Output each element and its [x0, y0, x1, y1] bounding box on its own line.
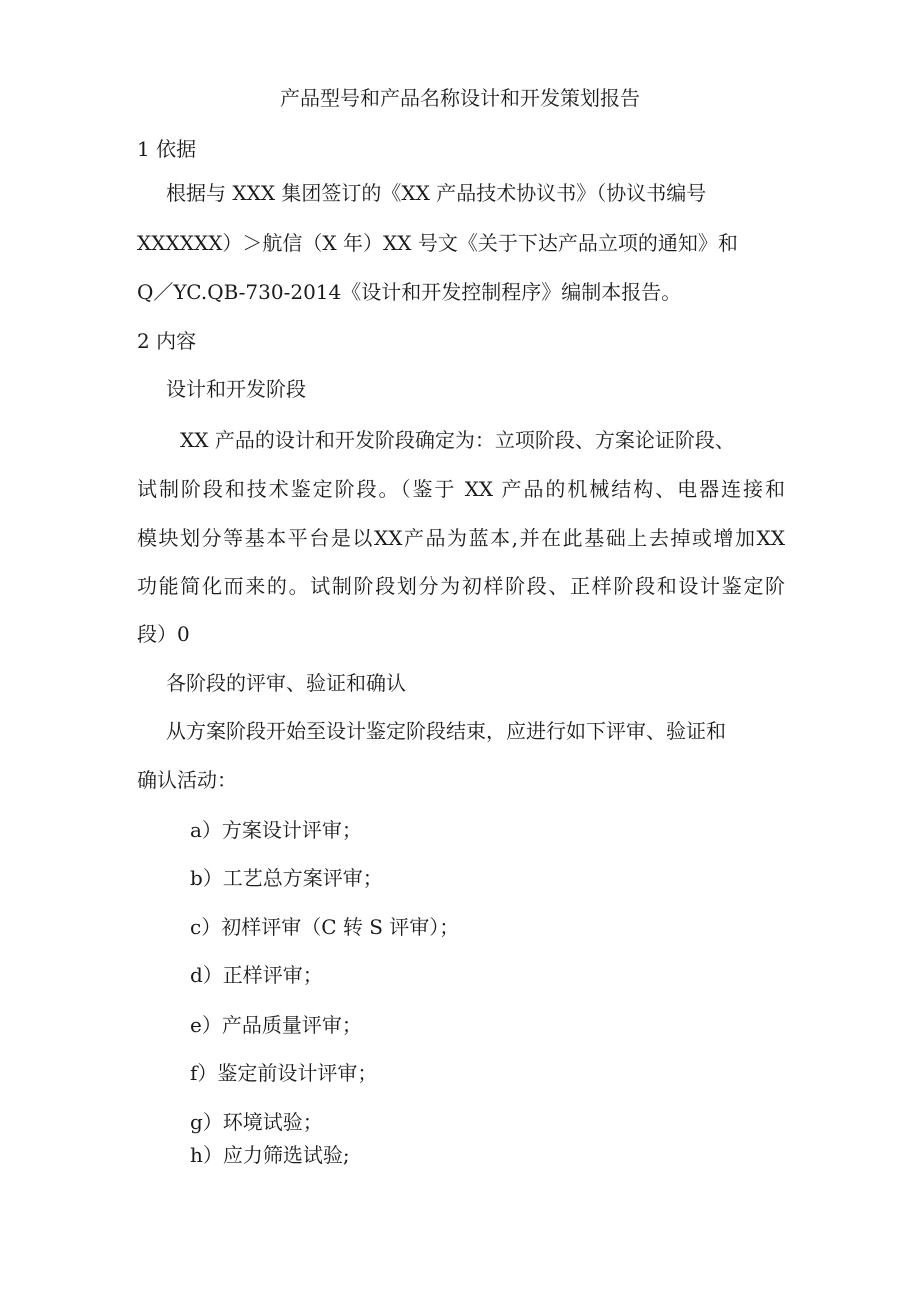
reviews-paragraph-line: 确认活动： [137, 768, 237, 792]
reviews-paragraph-line: 从方案阶段开始至设计鉴定阶段结束，应进行如下评审、验证和 [166, 719, 726, 743]
list-item: d）正样评审； [190, 963, 323, 987]
section-1-paragraph-line: Q／YC.QB-730-2014《设计和开发控制程序》编制本报告。 [137, 280, 682, 304]
section-2-heading: 2 内容 [137, 329, 197, 353]
list-item: f）鉴定前设计评审； [190, 1061, 378, 1085]
stages-paragraph-line: 功能简化而来的。试制阶段划分为初样阶段、正样阶段和设计鉴定阶 [137, 574, 785, 598]
list-item: c）初样评审（C 转 S 评审）； [190, 915, 460, 939]
stages-paragraph-line: 模块划分等基本平台是以XX产品为蓝本,并在此基础上去掉或增加XX [137, 526, 785, 550]
list-item: h）应力筛选试验; [190, 1143, 350, 1167]
document-title: 产品型号和产品名称设计和开发策划报告 [280, 86, 640, 110]
list-item: g）环境试验； [190, 1110, 323, 1134]
list-item: b）工艺总方案评审； [190, 866, 383, 890]
section-1-paragraph-line: 根据与 XXX 集团签订的《XX 产品技术协议书》（协议书编号 [166, 181, 707, 205]
stages-paragraph-line: 试制阶段和技术鉴定阶段。（鉴于 XX 产品的机械结构、电器连接和 [137, 477, 785, 501]
section-1-paragraph-line: XXXXXX）＞航信（X 年）XX 号文《关于下达产品立项的通知》和 [137, 231, 738, 255]
subsection-heading-reviews: 各阶段的评审、验证和确认 [166, 671, 406, 695]
list-item: e）产品质量评审； [190, 1013, 362, 1037]
stages-paragraph-line: 段）0 [137, 622, 190, 646]
subsection-heading-stages: 设计和开发阶段 [166, 377, 306, 401]
section-1-heading: 1 依据 [137, 137, 197, 161]
stages-paragraph-line: XX 产品的设计和开发阶段确定为：立项阶段、方案论证阶段、 [180, 428, 735, 452]
list-item: a）方案设计评审； [190, 818, 362, 842]
